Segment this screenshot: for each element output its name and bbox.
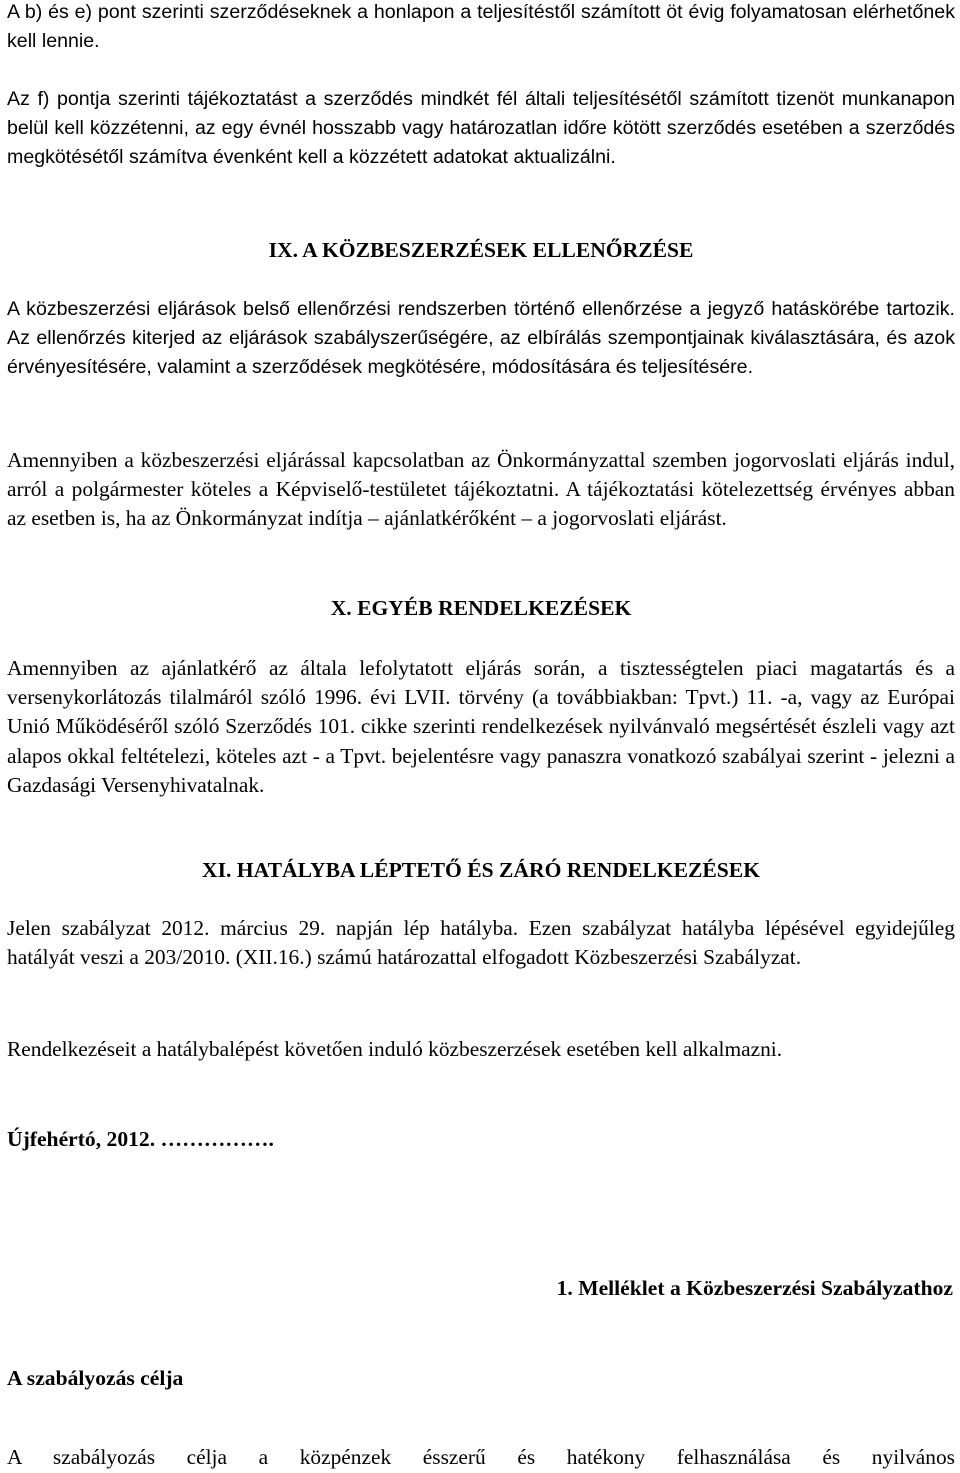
annex-subheading: A szabályozás célja — [7, 1366, 184, 1390]
section-9-paragraph-1: A közbeszerzési eljárások belső ellenőrzési rendszerben történő ellenőrzése a jegyző hatáskörébe tartozik. Az ellenőrzés kiterjed az eljárások szabályszerűségére, az elbírálás szempontjainak kiválasztására, és azok érvényesítésére, valamint a szerződések megkötésére, módosítására és teljesítésére. — [7, 298, 955, 379]
section-11-paragraph-2: Rendelkezéseit a hatálybalépést követően induló közbeszerzések esetében kell alkalmazni. — [7, 1037, 783, 1061]
annex-paragraph-1: A szabályozás célja a közpénzek ésszerű és hatékony felhasználása és nyilvános — [7, 1445, 955, 1470]
section-10-paragraph-1: Amennyiben az ajánlatkérő az általa lefolytatott eljárás során, a tisztességtelen piaci magatartás és a versenykorlátozás tilalmáról szóló 1996. évi LVII. törvény (a továbbiakban: Tpvt.) 11. -a, vagy az Európai Unió Működéséről szóló Szerződés 101. cikke szerinti rendelkezések nyilvánvaló megsértését észleli vagy azt alapos okkal feltételezi, köteles azt - a Tpvt. bejelentésre vagy panaszra vonatkozó szabályai szerint - jelezni a Gazdasági Versenyhivatalnak. — [7, 656, 955, 797]
intro-paragraph-publication: Az f) pontja szerinti tájékoztatást a szerződés mindkét fél általi teljesítésétől számított tizenöt munkanapon belül kell közzétenni, az egy évnél hosszabb vagy határozatlan időre kötött szerződés esetében a szerződés megkötésétől számítva évenként kell a közzétett adatokat aktualizálni. — [7, 88, 955, 169]
section-9-heading: IX. A KÖZBESZERZÉSEK ELLENŐRZÉSE — [268, 238, 694, 262]
place-date-line: Újfehértó, 2012. ……………. — [7, 1127, 274, 1151]
intro-paragraph-retention: A b) és e) pont szerinti szerződéseknek a honlapon a teljesítéstől számított öt évig folyamatosan elérhetőnek kell lennie. — [7, 1, 955, 53]
section-11-heading: XI. HATÁLYBA LÉPTETŐ ÉS ZÁRÓ RENDELKEZÉSEK — [202, 858, 760, 882]
section-10-heading: X. EGYÉB RENDELKEZÉSEK — [330, 596, 632, 620]
section-11-paragraph-1: Jelen szabályzat 2012. március 29. napján lép hatályba. Ezen szabályzat hatályba lépésével egyidejűleg hatályát veszi a 203/2010. (XII.16.) számú határozattal elfogadott Közbeszerzési Szabályzat. — [7, 916, 955, 970]
section-9-paragraph-2: Amennyiben a közbeszerzési eljárással kapcsolatban az Önkormányzattal szemben jogorvoslati eljárás indul, arról a polgármester köteles a Képviselő-testületet tájékoztatni. A tájékoztatási kötelezettség érvényes abban az esetben is, ha az Önkormányzat indítja – ajánlatkérőként – a jogorvoslati eljárást. — [7, 448, 955, 531]
annex-heading: 1. Melléklet a Közbeszerzési Szabályzathoz — [556, 1276, 953, 1300]
